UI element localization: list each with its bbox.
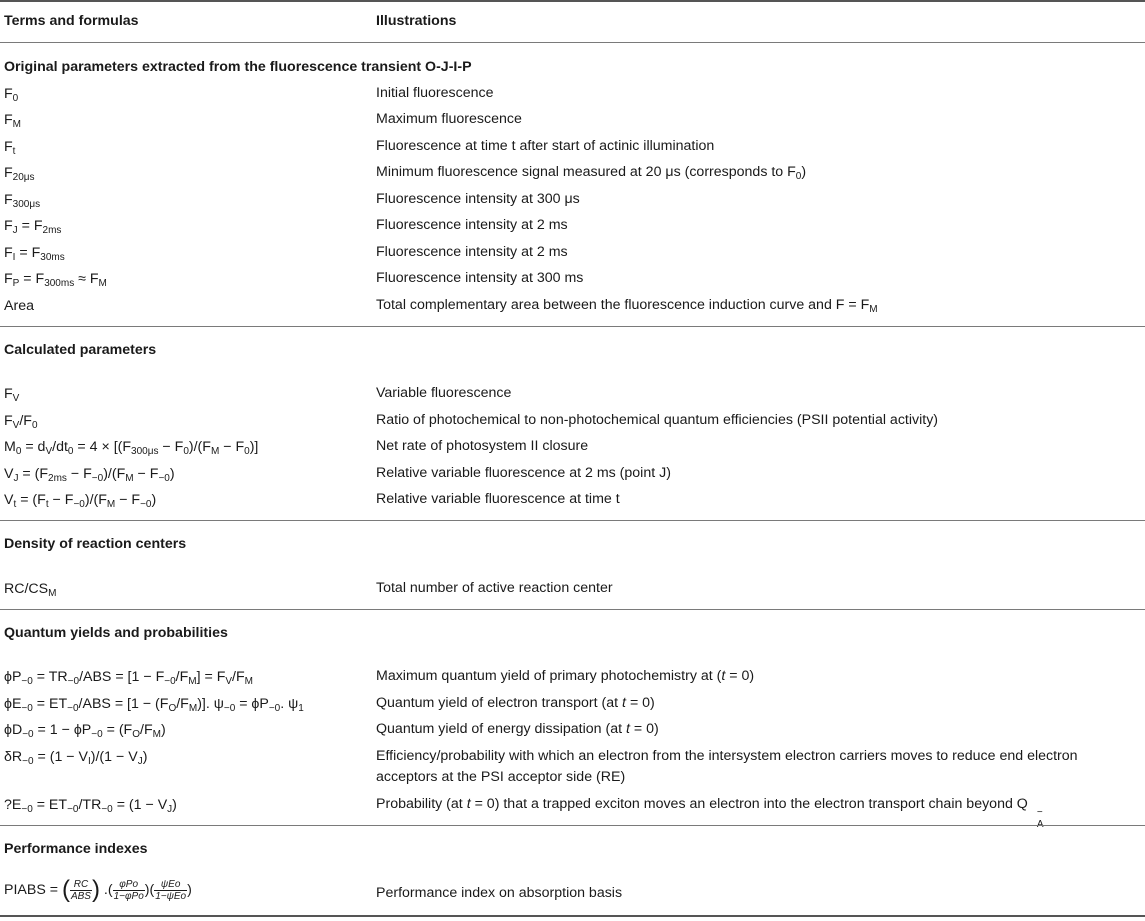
section-performance: Performance indexes xyxy=(4,841,148,857)
section-rule xyxy=(0,326,1145,327)
term-fv: $F_V$ xyxy=(4,386,20,404)
desc: Fluorescence at time t after start of actinic illumination xyxy=(376,138,715,154)
term-phi-d0: $\phi D_{-0} = 1 - \phi P_{-0} = (F_O/F_M)$ xyxy=(4,722,166,740)
desc: Performance index on absorption basis xyxy=(376,885,623,901)
term-phi-p0: $\phi P_{-0} = TR_{-0}/ABS = [1 - F_{-0}/F_M] = F_V/F_M$ xyxy=(4,669,253,687)
desc: Fluorescence intensity at 2 ms xyxy=(376,244,568,260)
term-q-e0: $?E_{-0} = ET_{-0}/TR_{-0} = (1 - V_J)$ xyxy=(4,797,177,815)
desc: Relative variable fluorescence at 2 ms (point J) xyxy=(376,465,671,481)
term-fj: $F_J = F_{2ms}$ xyxy=(4,218,62,236)
term-fi: $F_I = F_{30ms}$ xyxy=(4,245,65,263)
desc: Total number of active reaction center xyxy=(376,580,613,596)
term-m0: $M_0 = d_V/dt_0 = 4 \times [(F_{300\mu s} - F_0)/(F_M - F_0)]$ xyxy=(4,439,259,457)
term-vj: $V_J = (F_{2ms} - F_{-0})/(F_M - F_{-0})$ xyxy=(4,466,175,484)
term-f20us: $F_{20\mu s}$ xyxy=(4,165,35,183)
term-vt: $V_t = (F_t - F_{-0})/(F_M - F_{-0})$ xyxy=(4,492,157,510)
section-rule xyxy=(0,520,1145,521)
term-area: Area xyxy=(4,298,34,314)
section-calculated: Calculated parameters xyxy=(4,342,157,358)
table-top-rule xyxy=(0,0,1145,2)
header-terms: Terms and formulas xyxy=(4,13,139,29)
desc: Relative variable fluorescence at time t xyxy=(376,491,620,507)
term-fv-f0: $F_V/F_0$ xyxy=(4,413,38,431)
desc: Quantum yield of electron transport (at t = 0) xyxy=(376,695,655,711)
desc: Total complementary area between the fluorescence induction curve and $F = F_M$ xyxy=(376,297,878,315)
term-f0: $F_0$ xyxy=(4,86,19,104)
section-original: Original parameters extracted from the fluorescence transient O-J-I-P xyxy=(4,59,472,75)
desc: Maximum quantum yield of primary photochemistry at (t = 0) xyxy=(376,668,755,684)
desc: Fluorescence intensity at 2 ms xyxy=(376,217,568,233)
term-delta-r0: $\delta R_{-0} = (1 - V_I)/(1 - V_J)$ xyxy=(4,749,148,767)
desc: Variable fluorescence xyxy=(376,385,512,401)
desc: Maximum fluorescence xyxy=(376,111,522,127)
desc: Fluorescence intensity at 300 μs xyxy=(376,191,580,207)
term-f300us: $F_{300\mu s}$ xyxy=(4,192,41,210)
desc: Quantum yield of energy dissipation (at t = 0) xyxy=(376,721,659,737)
header-illustrations: Illustrations xyxy=(376,13,457,29)
term-piabs: PIABS = ( $\frac{RC}{\text{ABS}}$ ) .( $\frac{\text{φPo}}{\text{1−φPo}}$ )( $\frac{\text{ψEo}}{\text{1−ψEo}}$ ) xyxy=(4,876,192,903)
section-quantum: Quantum yields and probabilities xyxy=(4,625,228,641)
term-rc-csm: $RC/CS_M$ xyxy=(4,581,57,599)
section-rule xyxy=(0,609,1145,610)
term-fp: $F_P = F_{300ms} \approx F_M$ xyxy=(4,271,107,289)
section-density: Density of reaction centers xyxy=(4,536,187,552)
desc: Fluorescence intensity at 300 ms xyxy=(376,270,584,286)
section-rule xyxy=(0,825,1145,826)
header-rule xyxy=(0,42,1145,43)
desc: Minimum fluorescence signal measured at 20 μs (corresponds to $F_0$) xyxy=(376,164,807,182)
desc: Initial fluorescence xyxy=(376,85,494,101)
term-ft: $F_t$ xyxy=(4,139,16,157)
term-fm: $F_M$ xyxy=(4,112,22,130)
desc: Ratio of photochemical to non-photochemical quantum efficiencies (PSII potential activity) xyxy=(376,412,939,428)
table-bottom-rule xyxy=(0,915,1145,917)
desc: Probability (at t = 0) that a trapped exciton moves an electron into the electron transport chain beyond Q − xyxy=(376,796,1043,818)
desc: Efficiency/probability with which an electron from the intersystem electron carriers moves to reduce end electron acceptors at the PSI acceptor side (RE) xyxy=(376,748,1078,785)
desc: Net rate of photosystem II closure xyxy=(376,438,589,454)
term-phi-e0: $\phi E_{-0} = ET_{-0}/ABS = [1 - (F_O/F_M)]$. $\psi_{-0} = \phi P_{-0}$. $\psi_1$ xyxy=(4,696,304,714)
